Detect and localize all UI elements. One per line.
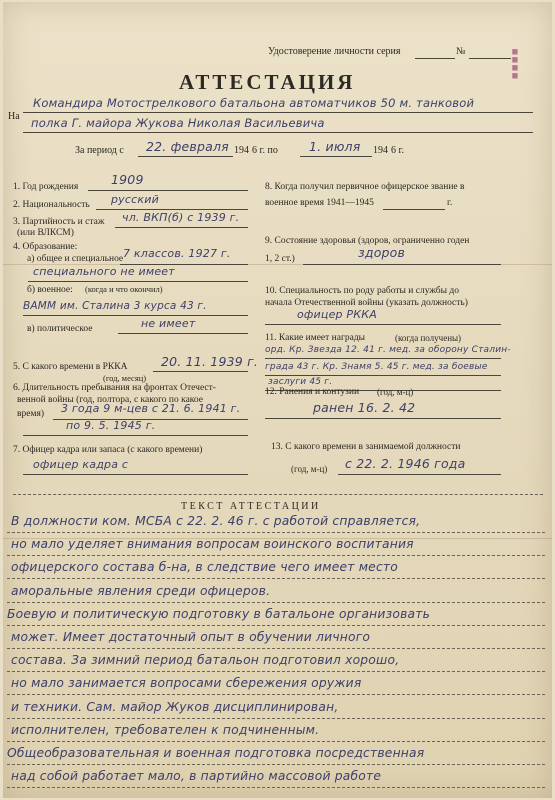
attestation-text-line: аморальные явления среди офицеров. — [11, 583, 271, 598]
education-general-line-2 — [28, 281, 248, 282]
health-value: здоров — [358, 245, 406, 260]
officer-type-value: офицер кадра с — [33, 458, 129, 471]
nationality-label: 2. Национальность — [13, 200, 90, 210]
period-from-line — [138, 156, 233, 157]
id-series-label: Удостоверение личности серия — [268, 46, 401, 57]
attestation-text-underline — [7, 648, 545, 649]
attestation-text-line: над собой работает мало, в партийно массовой работе — [11, 769, 382, 784]
attestation-text-line: и техники. Сам. майор Жуков дисциплинирован, — [11, 699, 339, 714]
awards-value-2: града 43 г. Кр. Знамя 5. 45 г. мед. за боевые — [265, 362, 488, 372]
rkka-since-label: 5. С какого времени в РККА — [13, 362, 128, 372]
front-duration-label-3: время) — [17, 409, 44, 419]
attestation-text-underline — [7, 578, 545, 579]
education-military-hint: (когда и что окончил) — [85, 284, 163, 294]
party-value: чл. ВКП(б) с 1939 г. — [122, 211, 240, 224]
first-rank-suffix: г. — [447, 198, 453, 208]
attestation-text-line: исполнителен, требователен к подчиненным. — [11, 722, 320, 737]
specialty-value: офицер РККА — [297, 308, 377, 321]
education-general-label: а) общее и специальное — [27, 254, 124, 264]
officer-type-line — [23, 474, 248, 475]
stamp-mark: ■■■■ — [511, 48, 519, 80]
awards-value-3: заслуги 45 г. — [268, 377, 333, 387]
recipient-underline-2 — [23, 132, 533, 133]
section-divider — [13, 494, 543, 495]
attestation-text-line: но мало уделяет внимания вопросам воинского воспитания — [11, 537, 414, 552]
recipient-underline-1 — [23, 112, 533, 113]
attestation-text-line: но мало занимается вопросами сбережения оружия — [11, 676, 362, 691]
health-label: 9. Состояние здоровья (здоров, ограниченно годен — [265, 236, 470, 246]
attestation-text-underline — [7, 555, 545, 556]
attestation-text-underline — [7, 741, 545, 742]
wounds-label: 12. Ранения и контузии — [265, 387, 360, 397]
birth-year-line — [88, 190, 248, 191]
education-general-value-2: специального не имеет — [33, 265, 175, 278]
attestation-text-underline — [7, 787, 545, 788]
rkka-since-line — [153, 371, 248, 372]
attestation-text-line: Боевую и политическую подготовку в батальоне организовать — [7, 606, 431, 621]
attestation-text-underline — [7, 718, 545, 719]
attestation-text-line: офицерского состава б-на, в следствие чего имеет место — [11, 560, 398, 575]
document-title: АТТЕСТАЦИЯ — [179, 70, 356, 94]
wounds-value: ранен 16. 2. 42 — [313, 400, 416, 415]
position-since-line — [338, 474, 501, 475]
id-series-line — [415, 58, 455, 59]
attestation-text-underline — [7, 625, 545, 626]
year1-prefix: 194 — [234, 145, 249, 156]
first-rank-label: 8. Когда получил первичное офицерское звание в — [265, 182, 465, 192]
year2-prefix: 194 — [373, 145, 388, 156]
education-label: 4. Образование: — [13, 242, 78, 252]
birth-year-label: 1. Год рождения — [13, 182, 79, 192]
education-general-value: 7 классов. 1927 г. — [123, 247, 231, 260]
position-since-label: 13. С какого времени в занимаемой должности — [271, 442, 461, 452]
attestation-text-line: Общеобразовательная и военная подготовка посредственная — [7, 746, 425, 760]
rkka-since-hint: (год, месяц) — [103, 373, 147, 383]
attestation-text-underline — [7, 764, 545, 765]
education-political-label: в) политическое — [27, 324, 93, 334]
front-duration-value: 3 года 9 м-цев с 21. 6. 1941 г. — [61, 402, 241, 415]
front-duration-label-2: венной войны (год, полтора, с какого по какое — [17, 395, 204, 405]
id-number-line — [469, 58, 511, 59]
officer-type-label: 7. Офицер кадра или запаса (с какого времени) — [13, 445, 203, 455]
wounds-line — [265, 418, 501, 419]
first-rank-label-2: военное время 1941—1945 — [265, 198, 374, 208]
front-duration-value-2: по 9. 5. 1945 г. — [66, 419, 156, 432]
year1-suffix: 6 г. по — [252, 145, 278, 156]
nationality-value: русский — [111, 193, 159, 206]
education-military-value: ВАММ им. Сталина 3 курса 43 г. — [23, 300, 207, 312]
year2-suffix: 6 г. — [391, 145, 404, 156]
education-military-line — [23, 315, 248, 316]
period-to: 1. июля — [309, 139, 361, 154]
period-label: За период с — [75, 145, 124, 156]
education-political-line — [118, 333, 248, 334]
education-political-value: не имеет — [141, 317, 196, 330]
period-to-line — [300, 156, 372, 157]
document-sheet — [3, 2, 552, 798]
party-label-2: (или ВЛКСМ) — [17, 228, 74, 238]
position-since-hint: (год, м-ц) — [291, 464, 328, 474]
education-military-label: б) военное: — [27, 285, 73, 295]
nationality-line — [96, 209, 248, 210]
attestation-text-underline — [7, 602, 545, 603]
party-label: 3. Партийность и стаж — [13, 217, 105, 227]
recipient-line-1: Командира Мотострелкового батальона автоматчиков 50 м. танковой — [33, 96, 475, 110]
attestation-text-title: ТЕКСТ АТТЕСТАЦИИ — [181, 501, 321, 512]
health-label-2: 1, 2 ст.) — [265, 254, 295, 264]
attestation-text-line: В должности ком. МСБА с 22. 2. 46 г. с работой справляется, — [11, 514, 421, 528]
id-number-label: № — [456, 46, 466, 57]
attestation-text-underline — [7, 694, 545, 695]
attestation-text-underline — [7, 671, 545, 672]
birth-year-value: 1909 — [111, 172, 144, 187]
specialty-label-2: начала Отечественной войны (указать должность) — [265, 298, 468, 308]
rkka-since-value: 20. 11. 1939 г. — [161, 354, 259, 369]
na-label: На — [8, 111, 20, 122]
wounds-hint: (год, м-ц) — [377, 387, 414, 397]
awards-hint: (когда получены) — [395, 333, 462, 343]
first-rank-line — [383, 209, 445, 210]
awards-line — [265, 358, 501, 359]
position-since-value: с 22. 2. 1946 года — [345, 456, 466, 471]
party-line — [115, 227, 248, 228]
front-duration-label: 6. Длительность пребывания на фронтах Отечест- — [13, 383, 216, 393]
attestation-text-line: состава. За зимний период батальон подготовил хорошо, — [11, 653, 400, 668]
recipient-line-2: полка Г. майора Жукова Николая Васильевича — [31, 116, 325, 130]
attestation-text-line: может. Имеет достаточный опыт в обучении личного — [11, 630, 371, 644]
awards-line-2 — [265, 375, 501, 376]
period-from: 22. февраля — [146, 139, 229, 154]
awards-label: 11. Какие имеет награды — [265, 333, 366, 343]
front-duration-line-2 — [23, 435, 248, 436]
awards-value: орд. Кр. Звезда 12. 41 г. мед. за оборону Сталин- — [265, 345, 511, 355]
health-line — [303, 264, 501, 265]
attestation-text-underline — [7, 532, 545, 533]
specialty-label: 10. Специальность по роду работы и службы до — [265, 286, 459, 296]
specialty-line — [265, 324, 501, 325]
